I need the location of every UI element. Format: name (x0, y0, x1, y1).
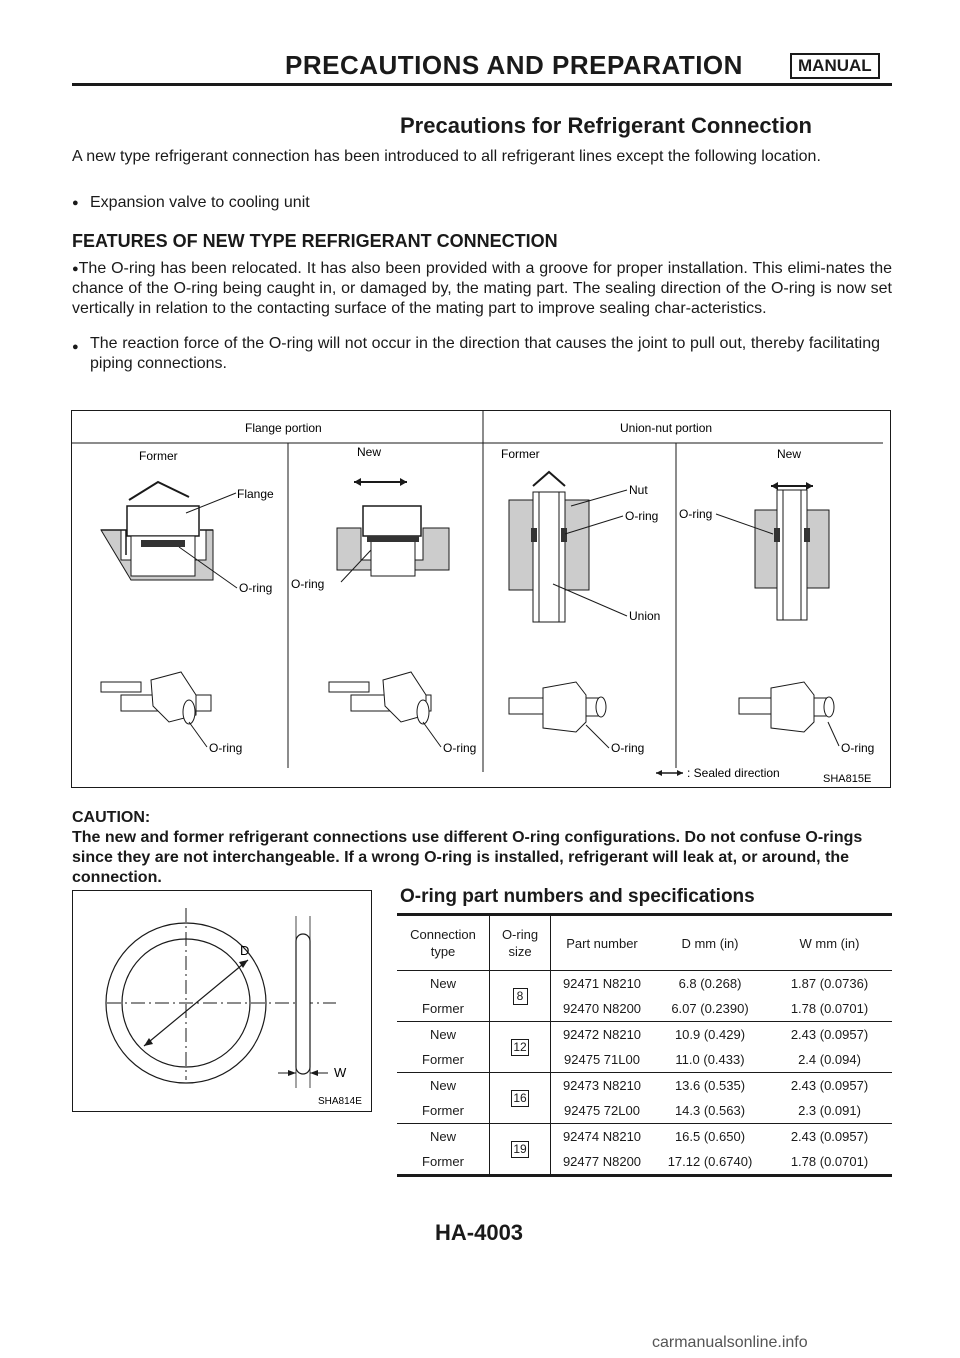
page-number: HA-4003 (435, 1220, 524, 1245)
col-header: D mm (in) (681, 935, 739, 951)
col-header: Connection type (410, 927, 476, 959)
d-cell: 6.8 (0.268) (653, 971, 767, 997)
col-header: W mm (in) (799, 935, 860, 951)
oring-label: O-ring (611, 741, 645, 755)
figure-code: SHA814E (318, 1096, 362, 1107)
bullet-dot-icon: ● (72, 197, 79, 209)
w-cell: 2.43 (0.0957) (767, 1124, 892, 1150)
oring-size-cell (490, 1073, 551, 1124)
feature-text: The O-ring has been relocated. It has also been provided with a groove for proper installation. This elimi-nates the chance of the O-ring being caught in, or damaged by, the mating part. The sealing direction of the O-ring is now set vertically in relation to the contacting surface of the mating part to improve sealing char-acteristics. (72, 260, 892, 317)
d-cell: 6.07 (0.2390) (671, 1001, 749, 1016)
table-row (397, 971, 892, 997)
size-badge: 16 (513, 1090, 527, 1105)
figure-code: SHA815E (823, 773, 872, 785)
d-cell: 16.5 (0.650) (653, 1124, 767, 1150)
d-cell: 17.12 (0.6740) (667, 1154, 753, 1169)
w-cell: 2.43 (0.0957) (767, 1073, 892, 1099)
w-dimension-label: W (334, 1065, 347, 1080)
table-row (397, 1149, 892, 1176)
d-cell: 10.9 (0.429) (653, 1022, 767, 1048)
refrigerant-connection-figure (71, 410, 891, 788)
union-former-sketch (509, 682, 644, 755)
legend-label: : Sealed direction (687, 766, 780, 780)
table-row (397, 1022, 892, 1048)
caution-block (72, 808, 892, 888)
new-label: New (357, 445, 382, 459)
part-number-cell: 92477 N8200 (562, 1154, 642, 1169)
size-badge: 12 (513, 1039, 527, 1054)
connection-type-cell: Former (422, 1103, 464, 1118)
former-label: Former (139, 449, 178, 463)
d-cell: 13.6 (0.535) (653, 1073, 767, 1099)
part-number-cell: 92471 N8210 (551, 971, 654, 997)
oring-size-cell (490, 971, 551, 1022)
oring-dimension-figure (72, 890, 372, 1112)
col-header: Part number (566, 935, 638, 951)
bullet-dot-icon: ● (72, 341, 79, 353)
w-cell: 2.4 (0.094) (798, 1052, 861, 1067)
features-heading: FEATURES OF NEW TYPE REFRIGERANT CONNECTION (72, 231, 558, 251)
connection-type-cell: New (397, 1124, 490, 1150)
w-cell: 2.43 (0.0957) (767, 1022, 892, 1048)
size-badge: 8 (513, 988, 528, 1005)
w-cell: 2.3 (0.091) (798, 1103, 861, 1118)
new-label: New (777, 447, 802, 461)
oring-label: O-ring (443, 741, 477, 755)
nut-label: Nut (629, 483, 648, 497)
feature-item (72, 334, 892, 374)
feature-text: The reaction force of the O-ring will not occur in the direction that causes the joint to pull out, thereby facilitating piping connections. (90, 335, 880, 372)
connection-type-cell: New (397, 1073, 490, 1099)
d-dimension-label: D (240, 943, 250, 958)
d-cell: 14.3 (0.563) (674, 1103, 746, 1118)
part-number-cell: 92472 N8210 (551, 1022, 654, 1048)
part-number-cell: 92475 71L00 (564, 1052, 640, 1067)
oring-label: O-ring (625, 509, 659, 523)
union-new-sketch (739, 682, 874, 755)
oring-label: O-ring (291, 577, 325, 591)
oring-label: O-ring (679, 507, 713, 521)
part-number-cell: 92473 N8210 (551, 1073, 654, 1099)
w-cell: 1.87 (0.0736) (767, 971, 892, 997)
oring-label: O-ring (209, 741, 243, 755)
sealing-direction-arrow (129, 482, 189, 500)
w-cell: 1.78 (0.0701) (790, 1001, 869, 1016)
d-cell: 11.0 (0.433) (675, 1052, 745, 1067)
bullet-dot-icon: ● (72, 263, 79, 275)
connection-type-cell: New (397, 1022, 490, 1048)
table-title: O-ring part numbers and specifications (400, 886, 755, 907)
bullet-text: Expansion valve to cooling unit (90, 194, 310, 211)
caution-text: The new and former refrigerant connections use different O-ring configurations. Do not confuse O-rings since they are not interchangeable. If a wrong O-ring is installed, refrigerant will leak at, or around, the connection. (72, 829, 863, 886)
connection-type-cell: New (397, 971, 490, 997)
page-header-title: PRECAUTIONS AND PREPARATION (285, 50, 743, 80)
flange-label: Flange (237, 487, 274, 501)
connection-type-cell: Former (422, 1001, 464, 1016)
w-cell: 1.78 (0.0701) (790, 1154, 869, 1169)
part-number-cell: 92474 N8210 (551, 1124, 654, 1150)
manual-badge: MANUAL (790, 53, 880, 79)
table-row (397, 996, 892, 1022)
part-number-cell: 92470 N8200 (562, 1001, 642, 1016)
table-row (397, 1098, 892, 1124)
sealing-direction-arrow (533, 472, 565, 486)
watermark: carmanualsonline.info (652, 1334, 808, 1351)
table-row (397, 1047, 892, 1073)
col-header: O-ring size (490, 915, 551, 971)
oring-spec-table (397, 913, 892, 1177)
union-label: Union (629, 609, 661, 623)
header-rule (72, 83, 892, 86)
table-row (397, 1124, 892, 1150)
bullet-item (72, 193, 892, 213)
caution-label: CAUTION: (72, 809, 151, 826)
oring-label: O-ring (841, 741, 875, 755)
connection-type-cell: Former (422, 1154, 464, 1169)
section-title: Precautions for Refrigerant Connection (400, 113, 812, 138)
size-badge: 19 (513, 1141, 527, 1156)
part-number-cell: 92475 72L00 (564, 1103, 640, 1118)
flange-former-sketch (101, 672, 242, 755)
feature-item (72, 259, 892, 319)
union-nut-portion-label: Union-nut portion (620, 421, 713, 435)
intro-paragraph: A new type refrigerant connection has been introduced to all refrigerant lines except the following location. (72, 148, 821, 165)
connection-type-cell: Former (422, 1052, 464, 1067)
oring-label: O-ring (239, 581, 273, 595)
former-label: Former (501, 447, 540, 461)
flange-portion-label: Flange portion (245, 421, 322, 435)
oring-size-cell (490, 1124, 551, 1176)
table-row (397, 1073, 892, 1099)
flange-new-sketch (329, 672, 476, 755)
oring-size-cell (490, 1022, 551, 1073)
